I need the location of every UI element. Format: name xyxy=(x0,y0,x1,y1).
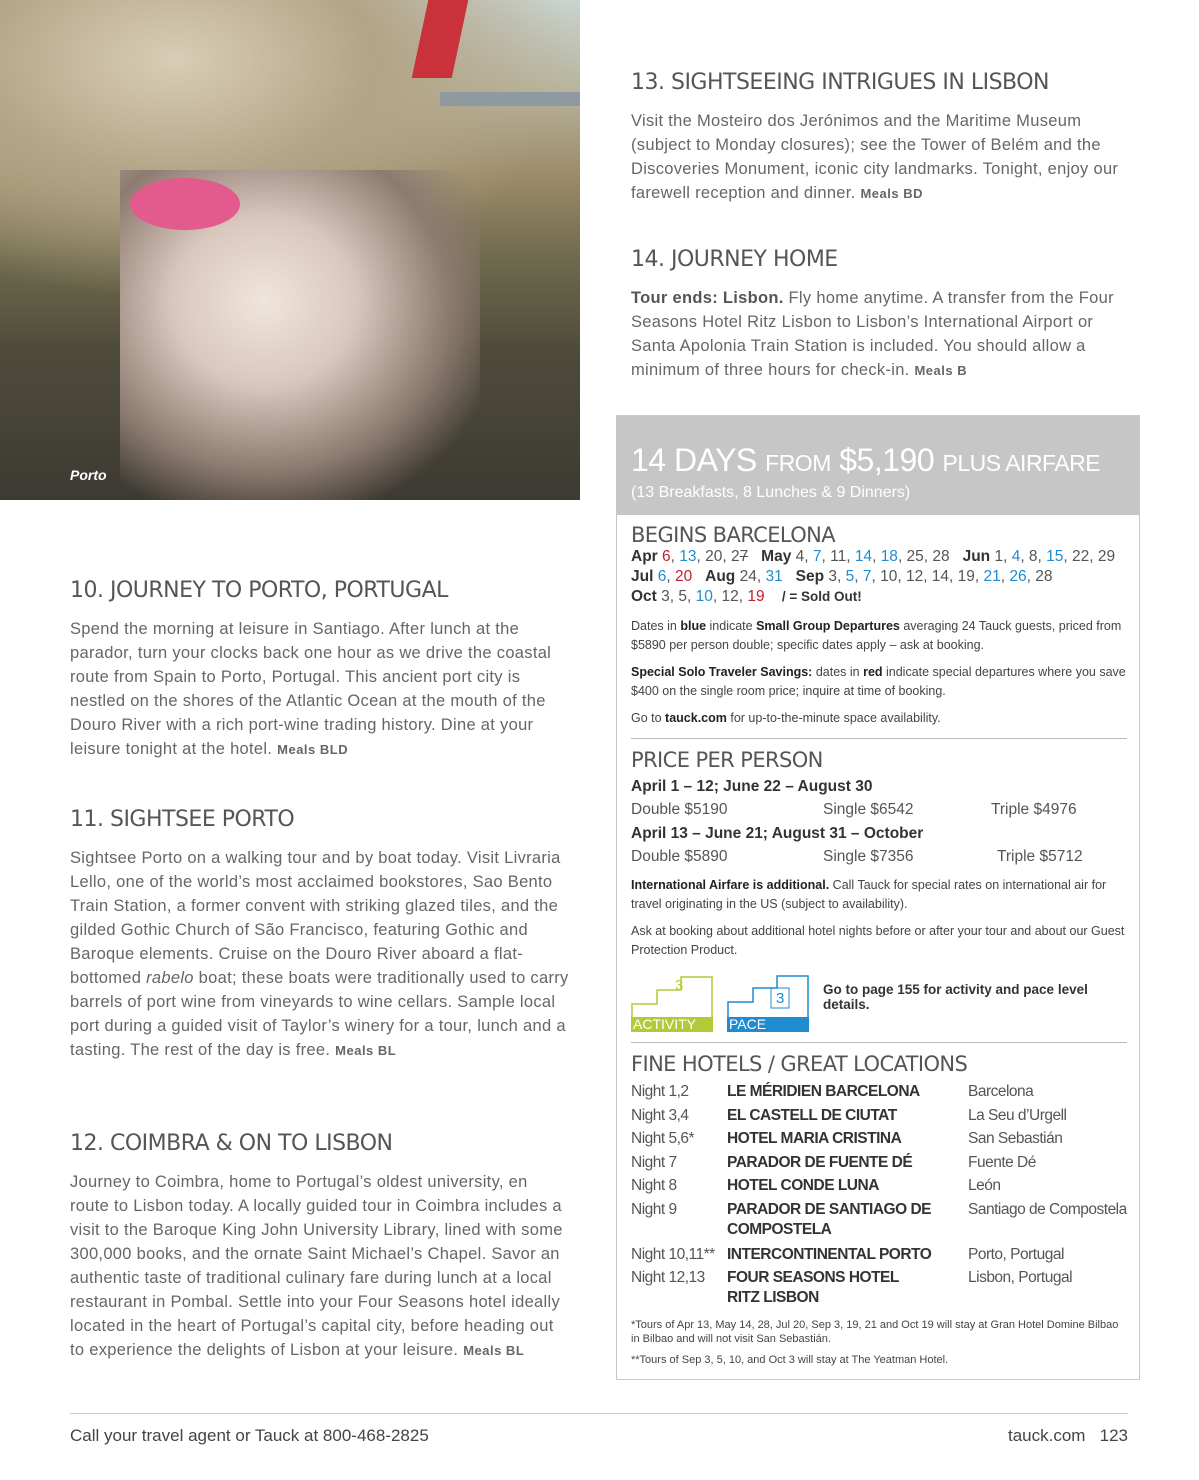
hotel-footnote-1: *Tours of Apr 13, May 14, 28, Jul 20, Sep 3, 19, 21 and Oct 19 will stay at Gran Hotel Domine Bilbao in Bilbao and will not visit San Sebastián. xyxy=(631,1319,1119,1345)
airfare-note xyxy=(631,876,1127,914)
hotel-night: Night 9 xyxy=(631,1200,677,1218)
footer-site-link[interactable]: tauck.com xyxy=(1007,1426,1086,1445)
availability-note xyxy=(631,709,1127,728)
hotel-name: EL CASTELL DE CIUTAT xyxy=(727,1106,897,1124)
hotel-night: Night 7 xyxy=(631,1153,677,1171)
hotel-name: PARADOR DE SANTIAGO DE COMPOSTELA xyxy=(727,1200,932,1238)
note2-red: red xyxy=(863,665,883,679)
day-10-section xyxy=(70,578,570,762)
day-14-lead: Tour ends: Lisbon. xyxy=(631,289,784,307)
page-footer xyxy=(70,1413,1128,1445)
day-11-text-b: boat; these boats were traditionally used to carry barrels of port wine from vineyards to wine cellars. Sample local port during a guided visit of Taylor’s winery for a tour, lunch and a tasting. The rest of the day is free. xyxy=(70,969,569,1059)
hotel-name: LE MÉRIDIEN BARCELONA xyxy=(727,1083,920,1100)
day-13-section xyxy=(631,70,1131,206)
note1-b: indicate xyxy=(706,619,757,633)
airfare-text: Call Tauck for special rates on international air for travel originating in the US (subject to availability). xyxy=(631,878,1107,911)
price-row-2 xyxy=(631,845,1127,868)
hotel-city: Fuente Dé xyxy=(968,1153,1036,1171)
day-14-title: 14. JOURNEY HOME xyxy=(631,247,838,272)
day-13-meals: Meals BD xyxy=(860,186,923,201)
activity-number: 3 xyxy=(675,977,684,994)
footer-right xyxy=(1008,1426,1128,1446)
day-14-body xyxy=(631,286,1131,383)
hotel-night: Night 12,13 xyxy=(631,1269,705,1286)
price-1-double: Double $5190 xyxy=(631,801,728,818)
hotel-city: Porto, Portugal xyxy=(968,1245,1064,1263)
divider-2 xyxy=(631,1042,1127,1043)
hotel-night: Night 5,6* xyxy=(631,1130,695,1147)
price-heading: PRICE PER PERSON xyxy=(631,748,823,772)
level-badges xyxy=(631,972,1127,1032)
hotel-row xyxy=(631,1243,1127,1267)
hotel-footnote-2: **Tours of Sep 3, 5, 10, and Oct 3 will stay at The Yeatman Hotel. xyxy=(631,1354,949,1366)
price-2-double: Double $5890 xyxy=(631,848,728,865)
price-2-single: Single $7356 xyxy=(823,848,914,865)
day-11-text-a: Sightsee Porto on a walking tour and by boat today. Visit Livraria Lello, one of the world’s most acclaimed bookstores, Sao Bento Train Station, a former convent with striking glazed tiles, and the gilded Gothic Church of São Francisco, featuring Gothic and Baroque elements. Cruise on the Douro River aboard a flat-bottomed xyxy=(70,849,561,987)
guest-protection-note: Ask at booking about additional hotel nights before or after your tour and about our Guest Protection Product. xyxy=(631,924,1125,957)
hotel-row xyxy=(631,1104,1127,1128)
pace-note: Go to page 155 for activity and pace level details. xyxy=(823,982,1088,1012)
note1-c: averaging 24 Tauck guests, priced from $5890 per person double; specific dates apply – ask at booking. xyxy=(631,619,1122,652)
price-1-single: Single $6542 xyxy=(823,801,914,818)
sold-out-legend: / = Sold Out! xyxy=(781,589,862,604)
small-group-note xyxy=(631,617,1127,655)
price-row-1 xyxy=(631,798,1127,821)
hotel-night: Night 3,4 xyxy=(631,1106,689,1124)
hotel-row xyxy=(631,1127,1127,1151)
day-13-title: 13. SIGHTSEEING INTRIGUES IN LISBON xyxy=(631,70,1050,95)
hotel-row xyxy=(631,1151,1127,1175)
banner-price: $5,190 xyxy=(839,442,935,478)
hotel-name: HOTEL CONDE LUNA xyxy=(727,1177,879,1194)
day-10-meals: Meals BLD xyxy=(277,742,349,757)
pace-label: PACE xyxy=(727,1017,809,1032)
begins-heading: BEGINS BARCELONA xyxy=(631,523,836,547)
day-11-section xyxy=(70,807,570,1063)
note3-a: Go to xyxy=(631,711,666,725)
airfare-bold: International Airfare is additional. xyxy=(631,878,830,892)
day-12-body xyxy=(70,1170,570,1363)
hotel-night: Night 10,11** xyxy=(631,1245,715,1263)
hotel-name: FOUR SEASONS HOTEL RITZ LISBON xyxy=(727,1269,899,1306)
hotel-list xyxy=(631,1080,1127,1308)
note1-a: Dates in xyxy=(631,619,681,633)
tauck-link[interactable]: tauck.com xyxy=(665,711,727,725)
hotel-row xyxy=(631,1200,1127,1240)
tour-info-box xyxy=(616,415,1140,1380)
day-13-text: Visit the Mosteiro dos Jerónimos and the Maritime Museum (subject to Monday closures); see the Tower of Belém and the Discoveries Monument, iconic city landmarks. Tonight, enjoy our farewell reception and dinner. xyxy=(631,112,1119,202)
day-10-text: Spend the morning at leisure in Santiago. After lunch at the parador, turn your clocks back one hour as we drive the coastal route from Spain to Porto, Portugal. This ancient port city is nestled on the shores of the Atlantic Ocean at the mouth of the Douro River with a rich port-wine trading history. Dine at your leisure tonight at the hotel. xyxy=(70,620,552,758)
photo-pink-hat xyxy=(130,178,240,230)
day-14-section xyxy=(631,247,1131,383)
day-12-section xyxy=(70,1131,570,1363)
hotel-city: Lisbon, Portugal xyxy=(968,1269,1073,1286)
hotels-heading: FINE HOTELS / GREAT LOCATIONS xyxy=(631,1052,968,1076)
hotel-city: Santiago de Compostela xyxy=(968,1200,1127,1218)
porto-photo xyxy=(0,0,580,500)
pace-badge xyxy=(727,974,809,1032)
price-period-1: April 1 – 12; June 22 – August 30 xyxy=(631,778,873,795)
day-12-meals: Meals BL xyxy=(463,1343,525,1358)
price-period-2: April 13 – June 21; August 31 – October xyxy=(631,825,924,842)
day-13-body xyxy=(631,109,1131,206)
price-banner xyxy=(617,416,1139,515)
solo-note xyxy=(631,663,1127,701)
hotel-name: HOTEL MARIA CRISTINA xyxy=(727,1130,902,1147)
note2-a: dates in xyxy=(812,665,864,679)
day-11-title: 11. SIGHTSEE PORTO xyxy=(70,807,295,832)
day-14-meals: Meals B xyxy=(914,363,968,378)
dates-line-2: Jul 6, 20 Aug 24, 31 Sep 3, 5, 7, 10, 12, 14, 19, 21, 26, 28 xyxy=(631,568,1053,585)
divider-1 xyxy=(631,738,1127,739)
price-2-triple: Triple $5712 xyxy=(997,848,1083,865)
note1-bold: Small Group Departures xyxy=(756,619,900,633)
price-1-triple: Triple $4976 xyxy=(991,801,1077,818)
dates-line-1: Apr 6, 13, 20, 27 May 4, 7, 11, 14, 18, 25, 28 Jun 1, 4, 8, 15, 22, 29 xyxy=(631,548,1116,565)
day-12-text: Journey to Coimbra, home to Portugal’s oldest university, en route to Lisbon today. A locally guided tour in Coimbra includes a visit to the Baroque King John University Library, lined with some 300,000 books, and the ornate Saint Michael’s Chapel. Savor an authentic taste of traditional culinary fare during lunch at a local restaurant in Pombal. Settle into your Four Seasons hotel ideally located in the heart of Portugal’s capital city, before heading out to experience the delights of Lisbon at your leisure. xyxy=(70,1173,563,1359)
day-10-body xyxy=(70,617,570,762)
hotel-city: La Seu d’Urgell xyxy=(968,1106,1067,1124)
pace-number: 3 xyxy=(776,990,785,1007)
banner-meals: (13 Breakfasts, 8 Lunches & 9 Dinners) xyxy=(631,484,911,501)
banner-days: 14 DAYS xyxy=(631,442,757,478)
departure-dates xyxy=(631,547,1127,607)
price-groups xyxy=(631,776,1127,868)
note3-b: for up-to-the-minute space availability. xyxy=(726,711,941,725)
activity-badge xyxy=(631,974,713,1032)
page-number: 123 xyxy=(1099,1426,1128,1445)
note2-b: indicate special departures where you save $400 on the single room price; inquire at time of booking. xyxy=(631,665,1126,698)
hotel-night: Night 1,2 xyxy=(631,1083,689,1100)
photo-caption: Porto xyxy=(70,467,107,483)
footer-contact: Call your travel agent or Tauck at 800-468-2825 xyxy=(70,1426,429,1445)
hotel-row xyxy=(631,1080,1127,1104)
banner-plus-airfare: PLUS AIRFARE xyxy=(942,450,1101,476)
activity-label: ACTIVITY xyxy=(631,1017,713,1032)
photo-bridge xyxy=(440,92,580,106)
hotel-name: INTERCONTINENTAL PORTO xyxy=(727,1245,932,1263)
banner-headline xyxy=(631,442,1139,481)
day-14-text: Fly home anytime. A transfer from the Four Seasons Hotel Ritz Lisbon to Lisbon’s International Airport or Santa Apolonia Train Station is included. You should allow a minimum of three hours for check-in. xyxy=(631,289,1114,379)
hotel-city: Barcelona xyxy=(968,1083,1034,1100)
day-12-title: 12. COIMBRA & ON TO LISBON xyxy=(70,1131,393,1156)
note2-bold: Special Solo Traveler Savings: xyxy=(631,665,813,679)
banner-from: FROM xyxy=(765,450,831,476)
hotel-night: Night 8 xyxy=(631,1177,677,1194)
hotel-row xyxy=(631,1268,1127,1308)
hotel-row xyxy=(631,1174,1127,1198)
hotel-city: San Sebastián xyxy=(968,1130,1063,1147)
day-10-title: 10. JOURNEY TO PORTO, PORTUGAL xyxy=(70,578,448,603)
dates-line-3: Oct 3, 5, 10, 12, 19 / = Sold Out! xyxy=(631,588,862,605)
hotel-city: León xyxy=(968,1177,1001,1194)
hotel-name: PARADOR DE FUENTE DÉ xyxy=(727,1153,913,1171)
note1-blue: blue xyxy=(680,619,707,633)
day-11-italic: rabelo xyxy=(146,969,194,987)
day-11-body xyxy=(70,846,570,1063)
day-11-meals: Meals BL xyxy=(335,1043,397,1058)
